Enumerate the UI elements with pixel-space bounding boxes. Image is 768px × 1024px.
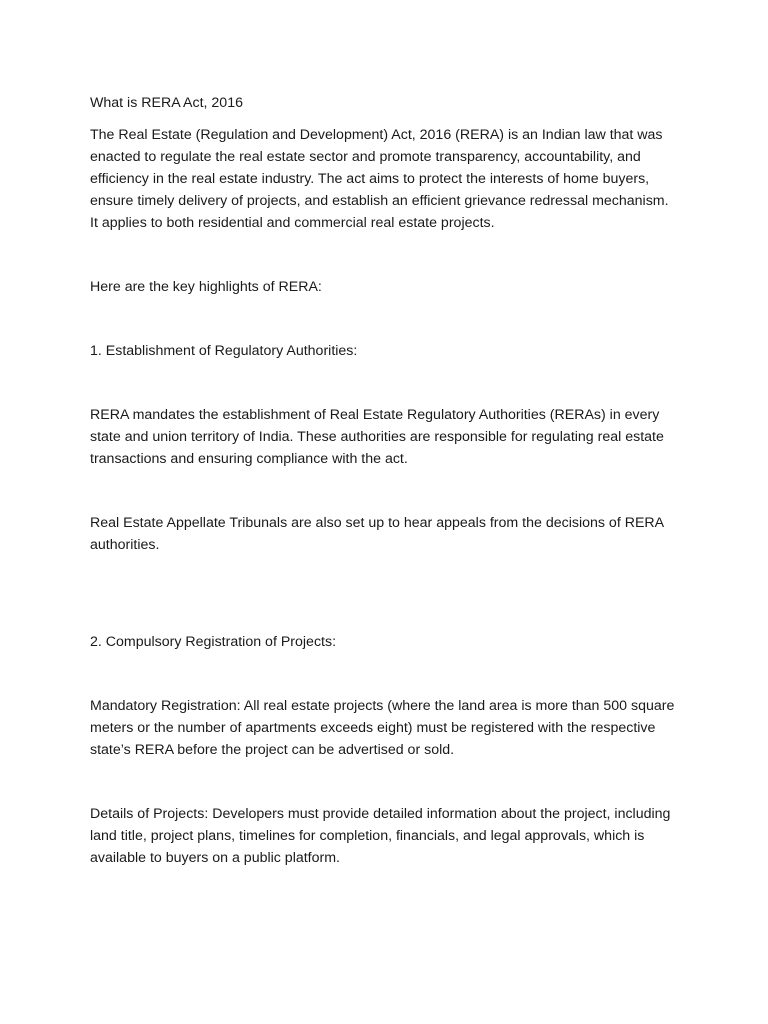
document-body xyxy=(90,92,680,869)
intro-paragraph: The Real Estate (Regulation and Development) Act, 2016 (RERA) is an Indian law that was enacted to regulate the real estate sector and promote transparency, accountability, and efficiency in the real estate industry. The act aims to protect the interests of home buyers, ensure timely delivery of projects, and establish an efficient grievance redressal mechanism. It applies to both residential and commercial real estate projects. xyxy=(90,127,669,231)
section-paragraph: RERA mandates the establishment of Real Estate Regulatory Authorities (RERAs) in every state and union territory of India. These authorities are responsible for regulating real estate transactions and ensuring compliance with the act. xyxy=(90,407,664,467)
document-title: What is RERA Act, 2016 xyxy=(90,95,243,111)
section-heading: 2. Compulsory Registration of Projects: xyxy=(90,634,337,650)
section-paragraph: Real Estate Appellate Tribunals are also set up to hear appeals from the decisions of RERA authorities. xyxy=(90,515,664,553)
section-paragraph: Details of Projects: Developers must provide detailed information about the project, including land title, project plans, timelines for completion, financials, and legal approvals, which is available to buyers on a public platform. xyxy=(90,806,671,866)
section-heading: 1. Establishment of Regulatory Authorities: xyxy=(90,343,358,359)
section-paragraph: Mandatory Registration: All real estate projects (where the land area is more than 500 square meters or the number of apartments exceeds eight) must be registered with the respective state’s RERA before the project can be advertised or sold. xyxy=(90,698,675,758)
highlights-intro: Here are the key highlights of RERA: xyxy=(90,279,322,295)
